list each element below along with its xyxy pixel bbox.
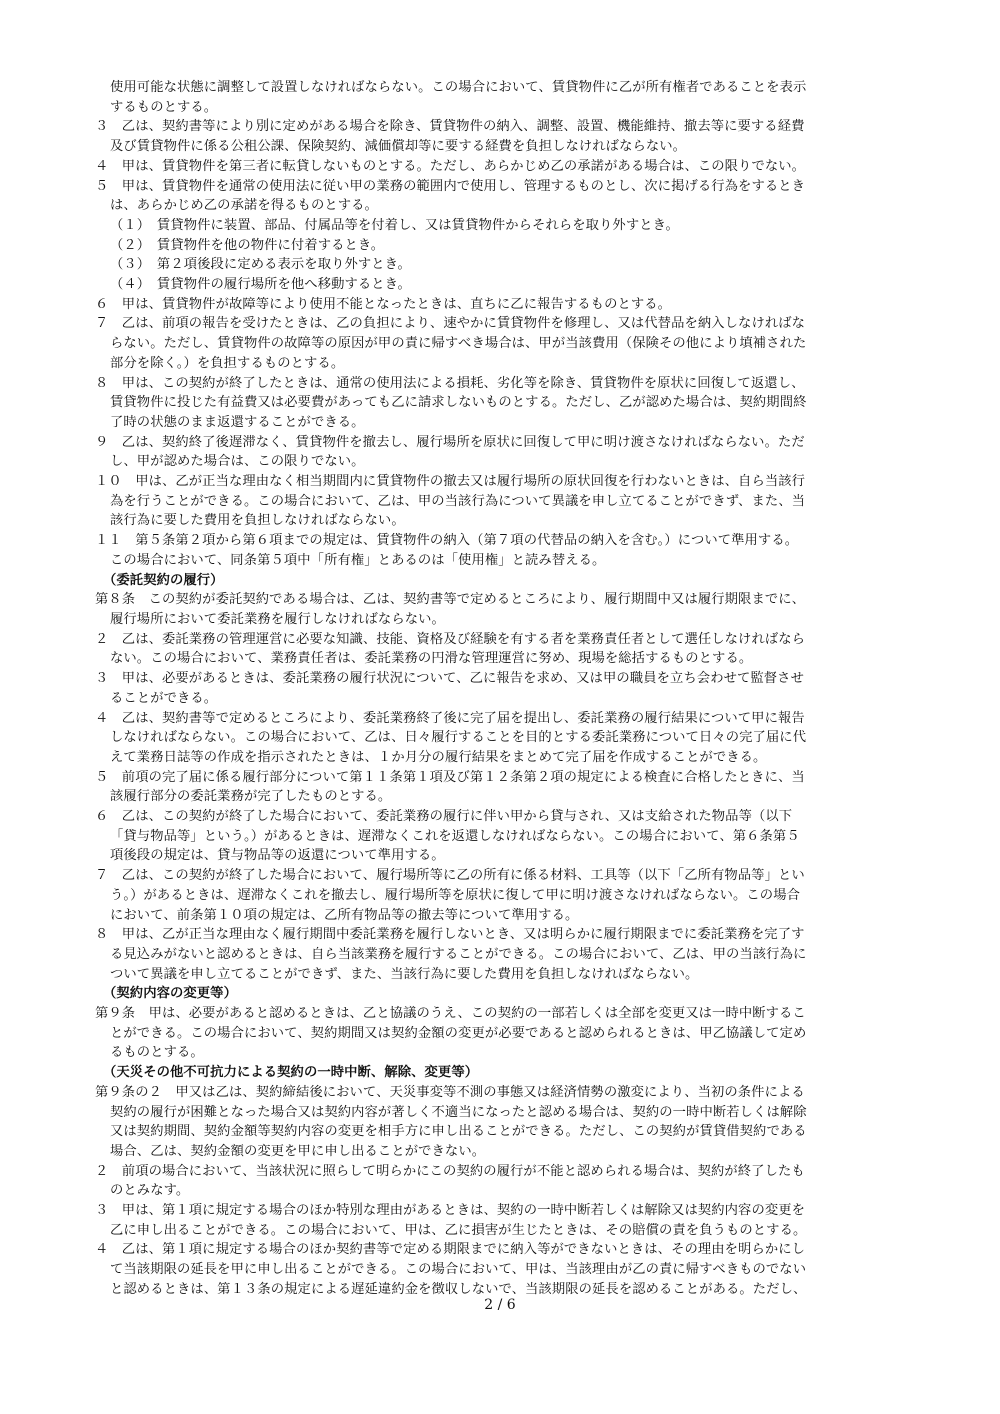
text-line: 第９条の２ 甲又は乙は、契約締結後において、天災事変等不測の事態又は経済情勢の激変により、当初の条件による	[95, 1084, 805, 1100]
text-line: 又は契約期間、契約金額等契約内容の変更を相手方に申し出ることができる。ただし、この契約が賃貸借契約である	[110, 1124, 807, 1140]
text-line: ない。この場合において、業務責任者は、委託業務の円滑な管理運営に努め、現場を総括するものとする。	[110, 651, 753, 667]
text-line: う。）があるときは、遅滞なくこれを撤去し、履行場所等を原状に復して甲に明け渡さなければならない。この場合	[110, 887, 800, 903]
text-line: ５ 甲は、賃貸物件を通常の使用法に従い甲の業務の範囲内で使用し、管理するものとし、次に掲げる行為をするとき	[95, 178, 806, 194]
text-line: て当該期限の延長を甲に申し出ることができる。この場合において、甲は、当該理由が乙の責に帰すべきものでない	[110, 1262, 807, 1278]
text-line: ９ 乙は、契約終了後遅滞なく、賃貸物件を撤去し、履行場所を原状に回復して甲に明け渡さなければならない。ただ	[95, 434, 805, 450]
text-line: ることができる。	[110, 690, 218, 706]
text-line: ８ 甲は、乙が正当な理由なく履行期間中委託業務を履行しないとき、又は明らかに履行期限までに委託業務を完了す	[95, 927, 805, 943]
text-line: 了時の状態のまま返還することができる。	[110, 414, 365, 430]
text-line: と認めるときは、第１３条の規定による遅延違約金を徴収しないで、当該期限の延長を認めることがある。ただし、	[110, 1281, 807, 1297]
text-line: し、甲が認めた場合は、この限りでない。	[110, 454, 365, 470]
text-line: 使用可能な状態に調整して設置しなければならない。この場合において、賃貸物件に乙が所有権者であることを表示	[110, 80, 807, 95]
section-heading: （天災その他不可抗力による契約の一時中断、解除、変更等）	[103, 1065, 479, 1081]
text-line: ５ 前項の完了届に係る履行部分について第１１条第１項及び第１２条第２項の規定による検査に合格したときに、当	[95, 769, 805, 785]
text-line: 及び賃貸物件に係る公租公課、保険契約、減価償却等に要する経費を負担しなければならない。	[110, 139, 687, 155]
text-line: ２ 乙は、委託業務の管理運営に必要な知識、技能、資格及び経験を有する者を業務責任者として選任しなければなら	[95, 631, 806, 647]
text-line: ４ 乙は、契約書等で定めるところにより、委託業務終了後に完了届を提出し、委託業務の履行結果について甲に報告	[95, 710, 805, 726]
text-line: 契約の履行が困難となった場合又は契約内容が著しく不適当になったと認める場合は、契約の一時中断若しくは解除	[110, 1104, 807, 1120]
text-line: ３ 甲は、必要があるときは、委託業務の履行状況について、乙に報告を求め、又は甲の職員を立ち会わせて監督させ	[95, 671, 804, 687]
text-line: 部分を除く。）を負担するものとする。	[110, 355, 345, 371]
text-line: 項後段の規定は、貸与物品等の返還について準用する。	[110, 848, 445, 864]
section-heading: （契約内容の変更等）	[103, 986, 237, 1002]
section-heading: （委託契約の履行）	[103, 572, 224, 588]
text-line: えて業務日誌等の作成を指示されたときは、１か月分の履行結果をまとめて完了届を作成することができる。	[110, 749, 767, 765]
text-line: ６ 甲は、賃貸物件が故障等により使用不能となったときは、直ちに乙に報告するものとする。	[95, 296, 672, 312]
text-line: 「貸与物品等」という。）があるときは、遅滞なくこれを返還しなければならない。この場合において、第６条第５	[110, 828, 800, 844]
text-line: するものとする。	[110, 99, 218, 115]
text-line: １１ 第５条第２項から第６項までの規定は、賃貸物件の納入（第７項の代替品の納入を含む。）について準用する。	[95, 533, 799, 549]
text-line: のとみなす。	[110, 1183, 190, 1199]
text-line: 第９条 甲は、必要があると認めるときは、乙と協議のうえ、この契約の一部若しくは全部を変更又は一時中断するこ	[95, 1006, 806, 1022]
document-body	[95, 78, 910, 1300]
text-line: る見込みがないと認めるときは、自ら当該業務を履行することができる。この場合において、乙は、甲の当該行為に	[110, 946, 807, 962]
text-line: 該行為に要した費用を負担しなければならない。	[110, 513, 405, 529]
text-line: （２） 賃貸物件を他の物件に付着するとき。	[110, 237, 385, 253]
text-line: ８ 甲は、この契約が終了したときは、通常の使用法による損耗、劣化等を除き、賃貸物件を原状に回復して返還し、	[95, 375, 805, 391]
text-line: （４） 賃貸物件の履行場所を他へ移動するとき。	[110, 277, 411, 293]
text-line: ３ 乙は、契約書等により別に定めがある場合を除き、賃貸物件の納入、調整、設置、機能維持、撤去等に要する経費	[95, 119, 805, 135]
text-line: この場合において、同条第５項中「所有権」とあるのは「使用権」と読み替える。	[110, 552, 606, 568]
text-line: ４ 乙は、第１項に規定する場合のほか契約書等で定める期限までに納入等ができないときは、その理由を明らかにし	[95, 1242, 806, 1258]
text-line: 場合、乙は、契約金額の変更を甲に申し出ることができない。	[110, 1143, 486, 1159]
text-line: 為を行うことができる。この場合において、乙は、甲の当該行為について異議を申し立てることができず、また、当	[110, 493, 806, 509]
text-line: とができる。この場合において、契約期間又は契約金額の変更が必要であると認められるときは、甲乙協議して定め	[110, 1025, 807, 1041]
text-line: ２ 前項の場合において、当該状況に照らして明らかにこの契約の履行が不能と認められる場合は、契約が終了したも	[95, 1163, 805, 1179]
text-line: ４ 甲は、賃貸物件を第三者に転貸しないものとする。ただし、あらかじめ乙の承諾がある場合は、この限りでない。	[95, 158, 806, 174]
text-line: 第８条 この契約が委託契約である場合は、乙は、契約書等で定めるところにより、履行期間中又は履行期限までに、	[95, 592, 806, 608]
text-line: ７ 乙は、前項の報告を受けたときは、乙の負担により、速やかに賃貸物件を修理し、又は代替品を納入しなければな	[95, 316, 806, 332]
text-line: 履行場所において委託業務を履行しなければならない。	[110, 611, 445, 627]
text-line: １０ 甲は、乙が正当な理由なく相当期間内に賃貸物件の撤去又は履行場所の原状回復を行わないときは、自ら当該行	[95, 474, 806, 490]
text-line: しなければならない。この場合において、乙は、日々履行することを目的とする委託業務について日々の完了届に代	[110, 730, 807, 746]
text-line: るものとする。	[110, 1045, 204, 1061]
text-line: ついて異議を申し立てることができず、また、当該行為に要した費用を負担しなければならない。	[110, 966, 699, 982]
text-line: は、あらかじめ乙の承諾を得るものとする。	[110, 198, 378, 214]
text-line: （１） 賃貸物件に装置、部品、付属品等を付着し、又は賃貸物件からそれらを取り外すとき。	[110, 217, 679, 233]
text-line: 賃貸物件に投じた有益費又は必要費があっても乙に請求しないものとする。ただし、乙が認めた場合は、契約期間終	[110, 395, 807, 411]
text-line: 乙に申し出ることができる。この場合において、甲は、乙に損害が生じたときは、その賠償の責を負うものとする。	[110, 1222, 807, 1238]
text-line: において、前条第１０項の規定は、乙所有物品等の撤去等について準用する。	[110, 907, 579, 923]
text-line: ３ 甲は、第１項に規定する場合のほか特別な理由があるときは、契約の一時中断若しくは解除又は契約内容の変更を	[95, 1203, 806, 1219]
page-number: 2 / 6	[484, 1297, 516, 1313]
text-line: （３） 第２項後段に定める表示を取り外すとき。	[110, 257, 411, 273]
text-line: 該履行部分の委託業務が完了したものとする。	[110, 789, 392, 805]
text-line: ７ 乙は、この契約が終了した場合において、履行場所等に乙の所有に係る材料、工具等（以下「乙所有物品等」とい	[95, 868, 805, 884]
text-line: ６ 乙は、この契約が終了した場合において、委託業務の履行に伴い甲から貸与され、又は支給された物品等（以下	[95, 809, 793, 825]
text-line: らない。ただし、賃貸物件の故障等の原因が甲の責に帰すべき場合は、甲が当該費用（保険その他により填補された	[110, 336, 807, 352]
